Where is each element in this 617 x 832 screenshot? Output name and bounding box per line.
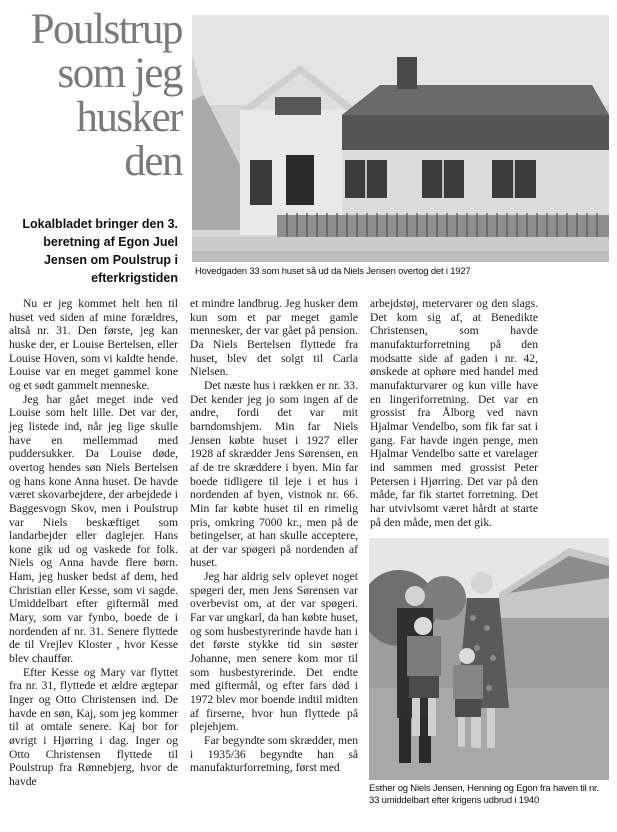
paragraph: Nu er jeg kommet helt hen til huset ved siden af mine forældres, altså nr. 31. Den første, jeg kan huske der, er Louise Bertelsen, eller Louise Hoven, som vi kaldte hende. Louise var en meget gammel kone og et sødt gammelt menneske. [9, 297, 178, 392]
paragraph: Jeg har aldrig selv oplevet noget spøgeri der, men Jens Sørensen var overbevist om, at der var spøgeri. Far var ungkarl, da han købte huset, og som husbestyrerinde havde han i det første stykke tid sin søster Johanne, men senere kom mor til som husbestyrerinde. Det endte med giftermål, og efter fars død i 1972 blev mor boende indtil midten af firserne, hvor hun flyttede på plejehjem. [190, 570, 358, 734]
title-line-1: Poulstrup [30, 6, 182, 53]
house-photo [192, 15, 609, 262]
paragraph: Jeg har gået meget inde ved Louise som helt lille. Det var der, jeg listede ind, når jeg lige skulle have en mellemmad med puddersukker. Da Louise døde, overtog hendes søn Niels Bertelsen og hans kone Anna huset. De havde været skovarbejdere, der arbejdede i Baggesvogn Skov, men i Poulstrup var Niels beskæftiget som landarbejder eller daglejer. Hans kone gik ud og vaskede for folk. Niels og Anna havde flere børn. Ham, jeg husker bedst af dem, hed Christian eller Kesse, som vi sagde. Umiddelbart efter giftermål med Mary, som var fynbo, boede de i nordenden af nr. 31. Senere flyttede de til Vrejlev Kloster , hvor Kesse blev chauffør. [9, 392, 178, 666]
family-photo-image [369, 538, 609, 780]
paragraph: et mindre landbrug. Jeg husker dem kun som et par meget gamle mennesker, der var gået på pension. Da Niels Bertelsen flyttede fra huset, blev det solgt til Carla Nielsen. [190, 297, 358, 379]
paragraph: Efter Kesse og Mary var flyttet fra nr. 31, flyttede et ældre ægtepar Inger og Otto Christensen ind. De havde en søn, Kaj, som jeg kommer til at omtale senere. Kaj bor for øvrigt i Hjørring i dag. Inger og Otto Christensen flyttede til Poulstrup fra Rønnebjerg, hvor de havde [9, 665, 178, 788]
article-column-3 [370, 297, 538, 529]
title-line-3: husker [76, 94, 182, 141]
paragraph: Far begyndte som skrædder, men i 1935/36 begyndte han så manufakturforretning, først med [190, 734, 358, 775]
title-line-2: som jeg [57, 50, 182, 97]
paragraph: Det næste hus i rækken er nr. 33. Det kender jeg jo som ingen af de andre, fordi det var mit barndomshjem. Min far Niels Jensen købte huset i 1927 eller 1928 af skrædder Jens Sørensen, en af de tre skræddere i byen. Min far boede tidligere til leje i et hus i nordenden af byen, vistnok nr. 66. Min far købte huset til en rimelig pris, omkring 7000 kr., men på de betingelser, at han skulle acceptere, at der var spøgeri på nordenden af huset. [190, 378, 358, 570]
article-title [4, 8, 182, 184]
paragraph: arbejdstøj, metervarer og den slags. Det kom sig af, at Benedikte Christensen, som havde manufakturforretning på den modsatte side af gaden i nr. 42, ønskede at ophøre med handel med manufakturvarer og kun ville have en lingeriforretning. Det var en grossist fra Ålborg ved navn Hjalmar Vendelbo, som fik far sat i gang. Far havde ingen penge, men Hjalmar Vendelbo satte et varelager ind sammen med grossist Peter Petersen i Hjørring. Det var på den måde, far fik startet forretning. Det har utvivlsomt været hårdt at starte på den måde, men det gik. [370, 297, 538, 529]
article-column-1 [9, 297, 178, 789]
family-photo-caption: Esther og Niels Jensen, Henning og Egon fra haven til nr. 33 umiddelbart efter krigens udbrud i 1940 [369, 783, 599, 806]
article-subtitle: Lokalbladet bringer den 3. beretning af Egon Juel Jensen om Poulstrup i efterkrigstiden [22, 217, 178, 285]
article-column-2 [190, 297, 358, 775]
house-photo-caption: Hovedgaden 33 som huset så ud da Niels Jensen overtog det i 1927 [195, 266, 471, 277]
family-photo [369, 538, 609, 780]
title-line-4: den [124, 138, 182, 185]
house-photo-image [192, 15, 609, 262]
